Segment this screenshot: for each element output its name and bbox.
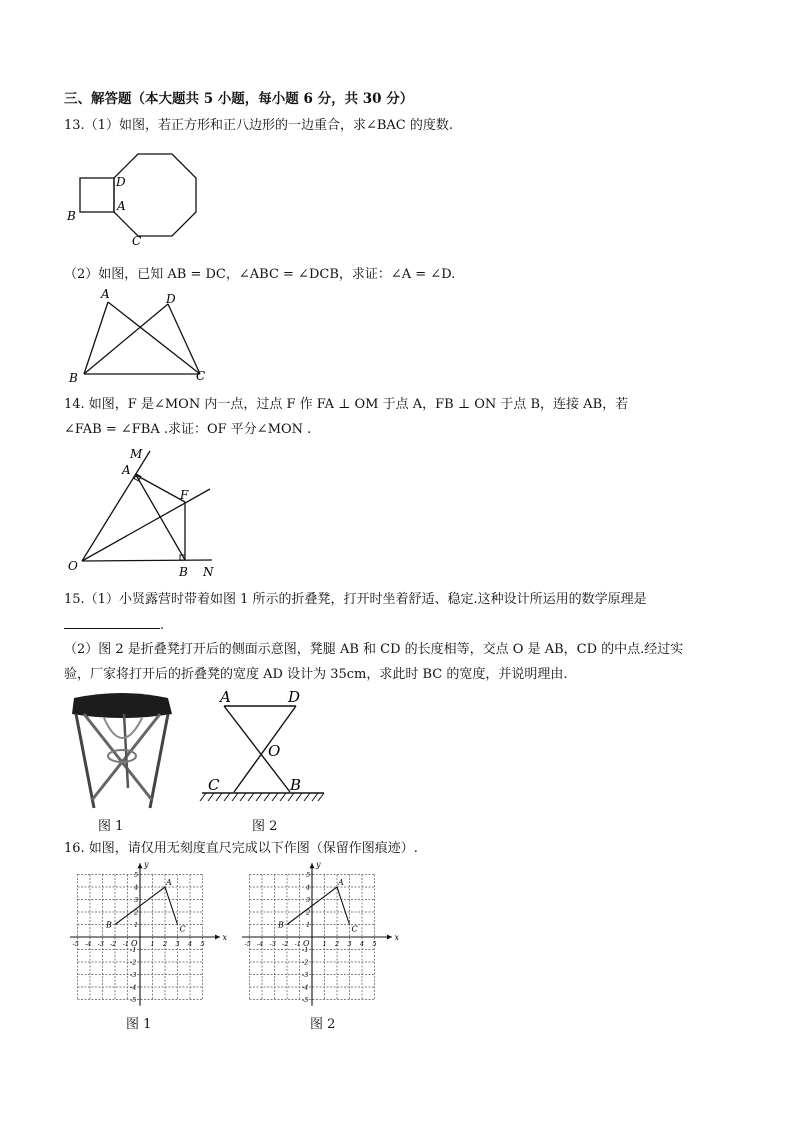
square-shape <box>80 178 114 212</box>
label-O: O <box>268 742 281 760</box>
y-tick-label: -1 <box>130 946 137 954</box>
x-tick-label: -5 <box>244 940 251 948</box>
y-tick-label: -1 <box>302 946 309 954</box>
x-tick-label: 4 <box>188 940 193 948</box>
x-tick-label: 1 <box>322 940 327 948</box>
label-D: D <box>288 688 301 706</box>
octagon-shape <box>114 154 196 236</box>
q14-figure-angle <box>64 443 224 583</box>
label-C: C <box>196 369 206 383</box>
label-M: M <box>130 447 143 461</box>
q15-line3: （2）图 2 是折叠凳打开后的侧面示意图，凳腿 AB 和 CD 的长度相等，交点 O 是 AB，CD 的中点.经过实 <box>64 642 684 657</box>
q13-part1-text: 13.（1）如图，若正方形和正八边形的一边重合，求∠BAC 的度数. <box>64 118 453 133</box>
y-tick-label: -3 <box>130 971 137 979</box>
label-B: B <box>290 776 302 794</box>
q16-fig2-caption: 图 2 <box>310 1017 336 1032</box>
label-B: B <box>69 371 78 385</box>
label-N: N <box>203 565 214 579</box>
y-tick-label: -2 <box>302 958 309 967</box>
y-tick-label: -5 <box>302 996 309 1004</box>
q16-grid-figure-1 <box>64 860 228 1007</box>
q16-line1: 16. 如图，请仅用无刻度直尺完成以下作图（保留作图痕迹）. <box>64 841 418 856</box>
y-axis-label: y <box>144 860 149 869</box>
x-tick-label: -4 <box>257 940 264 948</box>
q15-line2: . <box>64 616 164 635</box>
q15-fig2-caption: 图 2 <box>252 819 278 834</box>
x-tick-label: -5 <box>72 940 79 948</box>
x-tick-label: -1 <box>294 940 301 948</box>
answer-blank <box>64 616 160 629</box>
label-A: A <box>122 463 131 477</box>
y-tick-label: 4 <box>134 883 139 892</box>
q13-part2-text: （2）如图，已知 AB = DC，∠ABC = ∠DCB，求证：∠A = ∠D. <box>64 267 456 282</box>
x-tick-label: 3 <box>347 940 352 948</box>
point-C-label: C <box>179 924 186 934</box>
q16-fig1-caption: 图 1 <box>126 1017 152 1032</box>
origin-label: O <box>303 939 310 948</box>
label-D: D <box>166 292 176 306</box>
y-tick-label: 1 <box>306 921 311 929</box>
label-B: B <box>179 565 188 579</box>
point-B-label: B <box>278 920 284 930</box>
label-O: O <box>68 559 78 573</box>
x-tick-label: 2 <box>335 940 340 948</box>
y-tick-label: -5 <box>130 996 137 1004</box>
y-tick-label: -4 <box>130 983 137 992</box>
label-D: D <box>116 175 126 189</box>
q15-line1: 15.（1）小贤露营时带着如图 1 所示的折叠凳，打开时坐着舒适、稳定.这种设计所运用的数学原理是 <box>64 592 647 607</box>
x-tick-label: -3 <box>97 940 104 948</box>
x-axis-label: x <box>394 933 400 942</box>
x-tick-label: 4 <box>360 940 365 948</box>
y-tick-label: 2 <box>134 908 139 917</box>
y-tick-label: -2 <box>130 958 137 967</box>
q13-figure-triangles <box>64 288 224 388</box>
y-tick-label: 3 <box>134 896 139 904</box>
x-tick-label: 3 <box>175 940 180 948</box>
x-tick-label: 1 <box>150 940 155 948</box>
x-tick-label: 5 <box>200 940 205 948</box>
label-B: B <box>67 209 76 223</box>
y-tick-label: 5 <box>306 871 311 879</box>
point-C-label: C <box>351 924 358 934</box>
y-axis-label: y <box>316 860 321 869</box>
label-C: C <box>208 776 220 794</box>
point-A-label: A <box>338 878 344 887</box>
q13-figure-square-octagon <box>64 148 214 248</box>
x-tick-label: 5 <box>372 940 377 948</box>
x-tick-label: -2 <box>282 940 289 948</box>
folding-stool-photo <box>64 688 184 813</box>
x-tick-label: 2 <box>163 940 168 948</box>
x-tick-label: -1 <box>122 940 129 948</box>
point-A-label: A <box>166 878 172 887</box>
label-A: A <box>220 688 231 706</box>
label-C: C <box>132 234 142 248</box>
label-F: F <box>180 488 189 502</box>
y-tick-label: 5 <box>134 871 139 879</box>
x-tick-label: -2 <box>110 940 117 948</box>
x-tick-label: -3 <box>269 940 276 948</box>
section-title: 三、解答题（本大题共 5 小题，每小题 6 分，共 30 分） <box>64 91 414 107</box>
label-A: A <box>101 287 110 301</box>
label-A: A <box>117 199 126 213</box>
origin-label: O <box>131 939 138 948</box>
y-tick-label: 3 <box>306 896 311 904</box>
q15-line4: 验，厂家将打开后的折叠凳的宽度 AD 设计为 35cm，求此时 BC 的宽度，并说明理由. <box>64 667 568 682</box>
y-tick-label: 2 <box>306 908 311 917</box>
q16-grid-figure-2 <box>236 862 401 1007</box>
y-tick-label: 1 <box>134 921 139 929</box>
q14-line2: ∠FAB = ∠FBA .求证：OF 平分∠MON . <box>64 422 312 437</box>
y-tick-label: 4 <box>306 883 311 892</box>
q14-line1: 14. 如图，F 是∠MON 内一点，过点 F 作 FA ⊥ OM 于点 A，FB ⊥ ON 于点 B，连接 AB，若 <box>64 397 629 412</box>
y-tick-label: -4 <box>302 983 309 992</box>
y-tick-label: -3 <box>302 971 309 979</box>
point-B-label: B <box>106 920 112 930</box>
x-axis-label: x <box>222 933 228 942</box>
q15-fig1-caption: 图 1 <box>98 819 124 834</box>
folding-stool-diagram <box>198 686 328 808</box>
x-tick-label: -4 <box>85 940 92 948</box>
